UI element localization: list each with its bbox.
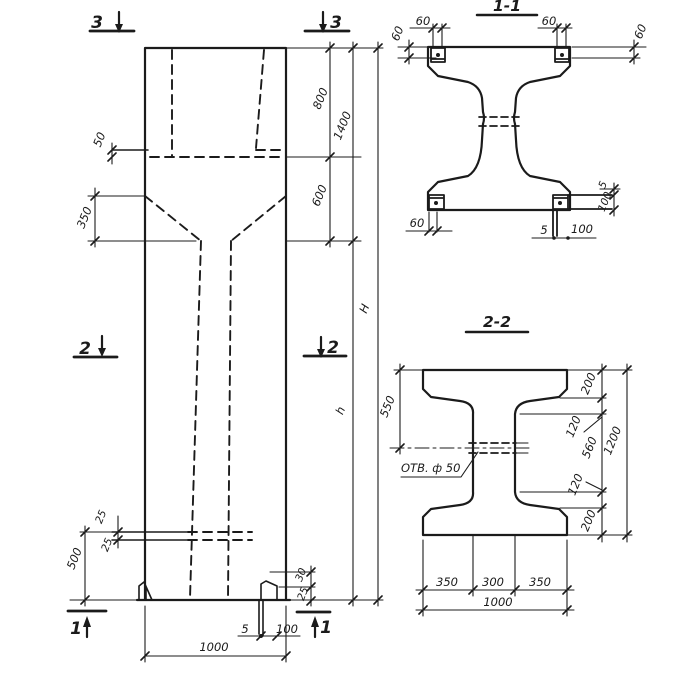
dim-splice-25-lower: 25 <box>99 536 116 554</box>
hole-label: ОТВ. ф 50 <box>401 461 461 475</box>
marker-2-right: 2 <box>327 338 339 358</box>
section-1-1-view <box>388 0 649 240</box>
hidden-lines <box>145 50 286 598</box>
section-marker-lines <box>68 31 349 612</box>
dim-splice-25-upper: 25 <box>93 508 110 526</box>
embedded-plates <box>429 48 569 209</box>
dim-100-bottom: 100 <box>571 222 593 236</box>
dim-ledge-50: 50 <box>90 130 109 149</box>
dim-60-right: 60 <box>631 22 650 41</box>
column-outline <box>137 48 290 600</box>
dim-cap-800: 800 <box>309 85 331 112</box>
dim-shaft-h: h <box>332 404 349 417</box>
plate-anchor-dot <box>434 201 438 205</box>
dim-100-right: 100 <box>595 190 615 214</box>
dim-60-top-right: 60 <box>541 14 557 28</box>
section-2-2-dimension-labels <box>377 371 625 609</box>
dim-5-bottom: 5 <box>540 223 548 237</box>
dim-200-top: 200 <box>577 370 599 397</box>
dim-350-right: 350 <box>529 575 551 589</box>
dim-dot <box>566 236 570 240</box>
marker-3-left: 3 <box>91 13 103 33</box>
dim-200-bottom: 200 <box>577 507 599 534</box>
marker-3-right: 3 <box>330 13 342 33</box>
plate-anchor-dot <box>436 53 440 57</box>
marker-1-right: 1 <box>320 618 332 638</box>
marker-1-left: 1 <box>70 619 82 639</box>
dim-upper-1400: 1400 <box>330 109 355 142</box>
column-elevation-view <box>64 12 383 662</box>
elevation-dimension-labels <box>64 86 373 654</box>
dim-dot <box>552 236 556 240</box>
dim-120-bottom: 120 <box>564 471 586 498</box>
section-1-1-title: 1-1 <box>492 0 522 15</box>
dim-total-H: H <box>356 301 373 316</box>
dim-taper-350: 350 <box>73 204 95 231</box>
dim-550: 550 <box>376 393 398 420</box>
dim-foot-30: 30 <box>293 566 310 584</box>
dim-neck-600: 600 <box>308 182 330 209</box>
dim-120-top: 120 <box>562 413 584 440</box>
plate-anchor-dot <box>558 201 562 205</box>
section-marker-stems <box>87 12 323 637</box>
dim-300-web: 300 <box>482 575 504 589</box>
section-2-2-view <box>377 313 632 616</box>
section-2-2-dimension-lines <box>394 364 632 616</box>
dim-width-1000: 1000 <box>199 640 229 654</box>
dim-60-bottom-left: 60 <box>409 216 425 230</box>
dim-1000-width: 1000 <box>483 595 513 609</box>
section-2-2-dimension-ticks <box>396 366 631 614</box>
section-marker-arrowheads <box>83 24 327 627</box>
dim-60-top-left: 60 <box>415 14 431 28</box>
column-feet <box>139 581 277 636</box>
dim-foot-100: 100 <box>276 622 298 636</box>
dim-base-500: 500 <box>63 545 85 572</box>
dim-foot-gap-5: 5 <box>241 622 249 636</box>
plate-anchor-dot <box>560 53 564 57</box>
dim-5-right: 5 <box>596 179 611 191</box>
dim-1200: 1200 <box>600 424 625 457</box>
dim-60-left: 60 <box>388 24 407 43</box>
dim-350-left: 350 <box>436 575 458 589</box>
marker-2-left: 2 <box>79 339 91 359</box>
splice-lines <box>112 150 190 540</box>
section-2-2-title: 2-2 <box>482 313 512 331</box>
section-1-1-outline <box>428 47 570 210</box>
dim-560-web: 560 <box>578 434 600 461</box>
dim-foot-25: 25 <box>295 585 312 603</box>
